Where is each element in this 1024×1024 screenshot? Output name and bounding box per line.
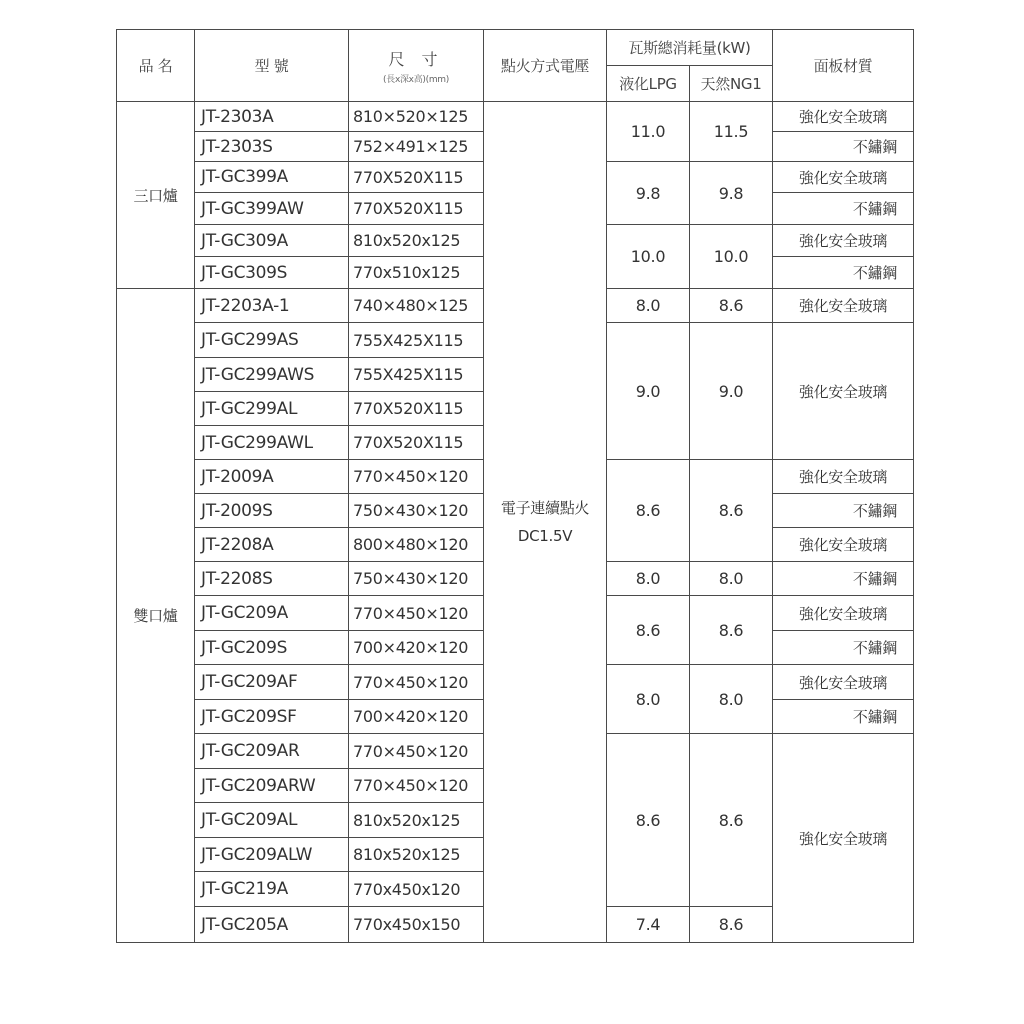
- ng-value: 8.6: [690, 596, 773, 665]
- size-cell: 752×491×125: [349, 132, 484, 162]
- header-ignition: 點火方式電壓: [484, 30, 607, 102]
- material-cell: 強化安全玻璃: [773, 460, 914, 494]
- lpg-value: 10.0: [607, 225, 690, 289]
- size-cell: 810x520x125: [349, 838, 484, 872]
- model-cell: JT-2303A: [195, 102, 349, 132]
- header-model: 型 號: [195, 30, 349, 102]
- header-gas-consumption: 瓦斯總消耗量(kW): [607, 30, 773, 66]
- material-cell: 不鏽鋼: [773, 132, 914, 162]
- model-cell: JT-2208S: [195, 562, 349, 596]
- size-cell: 750×430×120: [349, 562, 484, 596]
- model-cell: JT-GC209ARW: [195, 769, 349, 803]
- size-cell: 700×420×120: [349, 631, 484, 665]
- model-cell: JT-GC399AW: [195, 193, 349, 225]
- model-cell: JT-2208A: [195, 528, 349, 562]
- lpg-value: 11.0: [607, 102, 690, 162]
- material-cell: 強化安全玻璃: [773, 528, 914, 562]
- material-cell: 不鏽鋼: [773, 193, 914, 225]
- size-cell: 770×450×120: [349, 460, 484, 494]
- model-cell: JT-GC209SF: [195, 700, 349, 734]
- model-cell: JT-GC299AL: [195, 392, 349, 426]
- ng-value: 11.5: [690, 102, 773, 162]
- material-cell: 強化安全玻璃: [773, 596, 914, 631]
- header-panel: 面板材質: [773, 30, 914, 102]
- material-cell: 強化安全玻璃: [773, 162, 914, 193]
- size-cell: 770X520X115: [349, 392, 484, 426]
- lpg-value: 8.0: [607, 562, 690, 596]
- ng-value: 8.6: [690, 734, 773, 907]
- size-cell: 810×520×125: [349, 102, 484, 132]
- size-cell: 770x510x125: [349, 257, 484, 289]
- ng-value: 9.0: [690, 323, 773, 460]
- material-cell: 強化安全玻璃: [773, 289, 914, 323]
- header-product-name: 品 名: [117, 30, 195, 102]
- model-cell: JT-GC205A: [195, 907, 349, 943]
- model-cell: JT-2009S: [195, 494, 349, 528]
- size-cell: 800×480×120: [349, 528, 484, 562]
- material-cell: 強化安全玻璃: [773, 665, 914, 700]
- lpg-value: 8.0: [607, 665, 690, 734]
- model-cell: JT-GC209AF: [195, 665, 349, 700]
- size-cell: 770×450×120: [349, 734, 484, 769]
- model-cell: JT-2009A: [195, 460, 349, 494]
- ng-value: 8.6: [690, 907, 773, 943]
- size-cell: 755X425X115: [349, 358, 484, 392]
- size-cell: 770×450×120: [349, 596, 484, 631]
- category-two-burner: 雙口爐: [117, 289, 195, 943]
- spec-table: [116, 29, 914, 943]
- header-size-sub: (長x深x高)(mm): [383, 74, 449, 85]
- ng-value: 10.0: [690, 225, 773, 289]
- size-cell: 810x520x125: [349, 803, 484, 838]
- ignition-line2: DC1.5V: [517, 527, 573, 545]
- model-cell: JT-GC209AL: [195, 803, 349, 838]
- ng-value: 8.6: [690, 289, 773, 323]
- material-cell: 強化安全玻璃: [773, 323, 914, 460]
- header-size: [349, 30, 484, 102]
- material-cell: 不鏽鋼: [773, 562, 914, 596]
- lpg-value: 7.4: [607, 907, 690, 943]
- model-cell: JT-GC209AR: [195, 734, 349, 769]
- model-cell: JT-GC309A: [195, 225, 349, 257]
- material-cell: 不鏽鋼: [773, 257, 914, 289]
- size-cell: 770×450×120: [349, 665, 484, 700]
- ng-value: 8.0: [690, 562, 773, 596]
- material-cell: 強化安全玻璃: [773, 225, 914, 257]
- size-cell: 770X520X115: [349, 426, 484, 460]
- header-lpg: 液化LPG: [607, 66, 690, 102]
- header-size-title: 尺 寸: [388, 49, 444, 69]
- size-cell: 755X425X115: [349, 323, 484, 358]
- size-cell: 770x450x120: [349, 872, 484, 907]
- size-cell: 750×430×120: [349, 494, 484, 528]
- size-cell: 810x520x125: [349, 225, 484, 257]
- material-cell: 強化安全玻璃: [773, 102, 914, 132]
- ng-value: 8.6: [690, 460, 773, 562]
- lpg-value: 8.6: [607, 734, 690, 907]
- lpg-value: 9.8: [607, 162, 690, 225]
- ignition-line1: 電子連續點火: [500, 499, 590, 517]
- model-cell: JT-GC299AWL: [195, 426, 349, 460]
- model-cell: JT-GC399A: [195, 162, 349, 193]
- model-cell: JT-GC299AWS: [195, 358, 349, 392]
- lpg-value: 8.6: [607, 460, 690, 562]
- model-cell: JT-2303S: [195, 132, 349, 162]
- size-cell: 770X520X115: [349, 162, 484, 193]
- ng-value: 9.8: [690, 162, 773, 225]
- material-cell: 強化安全玻璃: [773, 734, 914, 943]
- lpg-value: 9.0: [607, 323, 690, 460]
- category-three-burner: 三口爐: [117, 102, 195, 289]
- model-cell: JT-GC299AS: [195, 323, 349, 358]
- model-cell: JT-GC209ALW: [195, 838, 349, 872]
- model-cell: JT-GC219A: [195, 872, 349, 907]
- material-cell: 不鏽鋼: [773, 631, 914, 665]
- ng-value: 8.0: [690, 665, 773, 734]
- material-cell: 不鏽鋼: [773, 494, 914, 528]
- size-cell: 770x450x150: [349, 907, 484, 943]
- model-cell: JT-GC209S: [195, 631, 349, 665]
- model-cell: JT-2203A-1: [195, 289, 349, 323]
- model-cell: JT-GC309S: [195, 257, 349, 289]
- lpg-value: 8.0: [607, 289, 690, 323]
- header-ng: 天然NG1: [690, 66, 773, 102]
- size-cell: 770×450×120: [349, 769, 484, 803]
- lpg-value: 8.6: [607, 596, 690, 665]
- ignition-cell: [484, 102, 607, 943]
- size-cell: 740×480×125: [349, 289, 484, 323]
- size-cell: 770X520X115: [349, 193, 484, 225]
- size-cell: 700×420×120: [349, 700, 484, 734]
- model-cell: JT-GC209A: [195, 596, 349, 631]
- material-cell: 不鏽鋼: [773, 700, 914, 734]
